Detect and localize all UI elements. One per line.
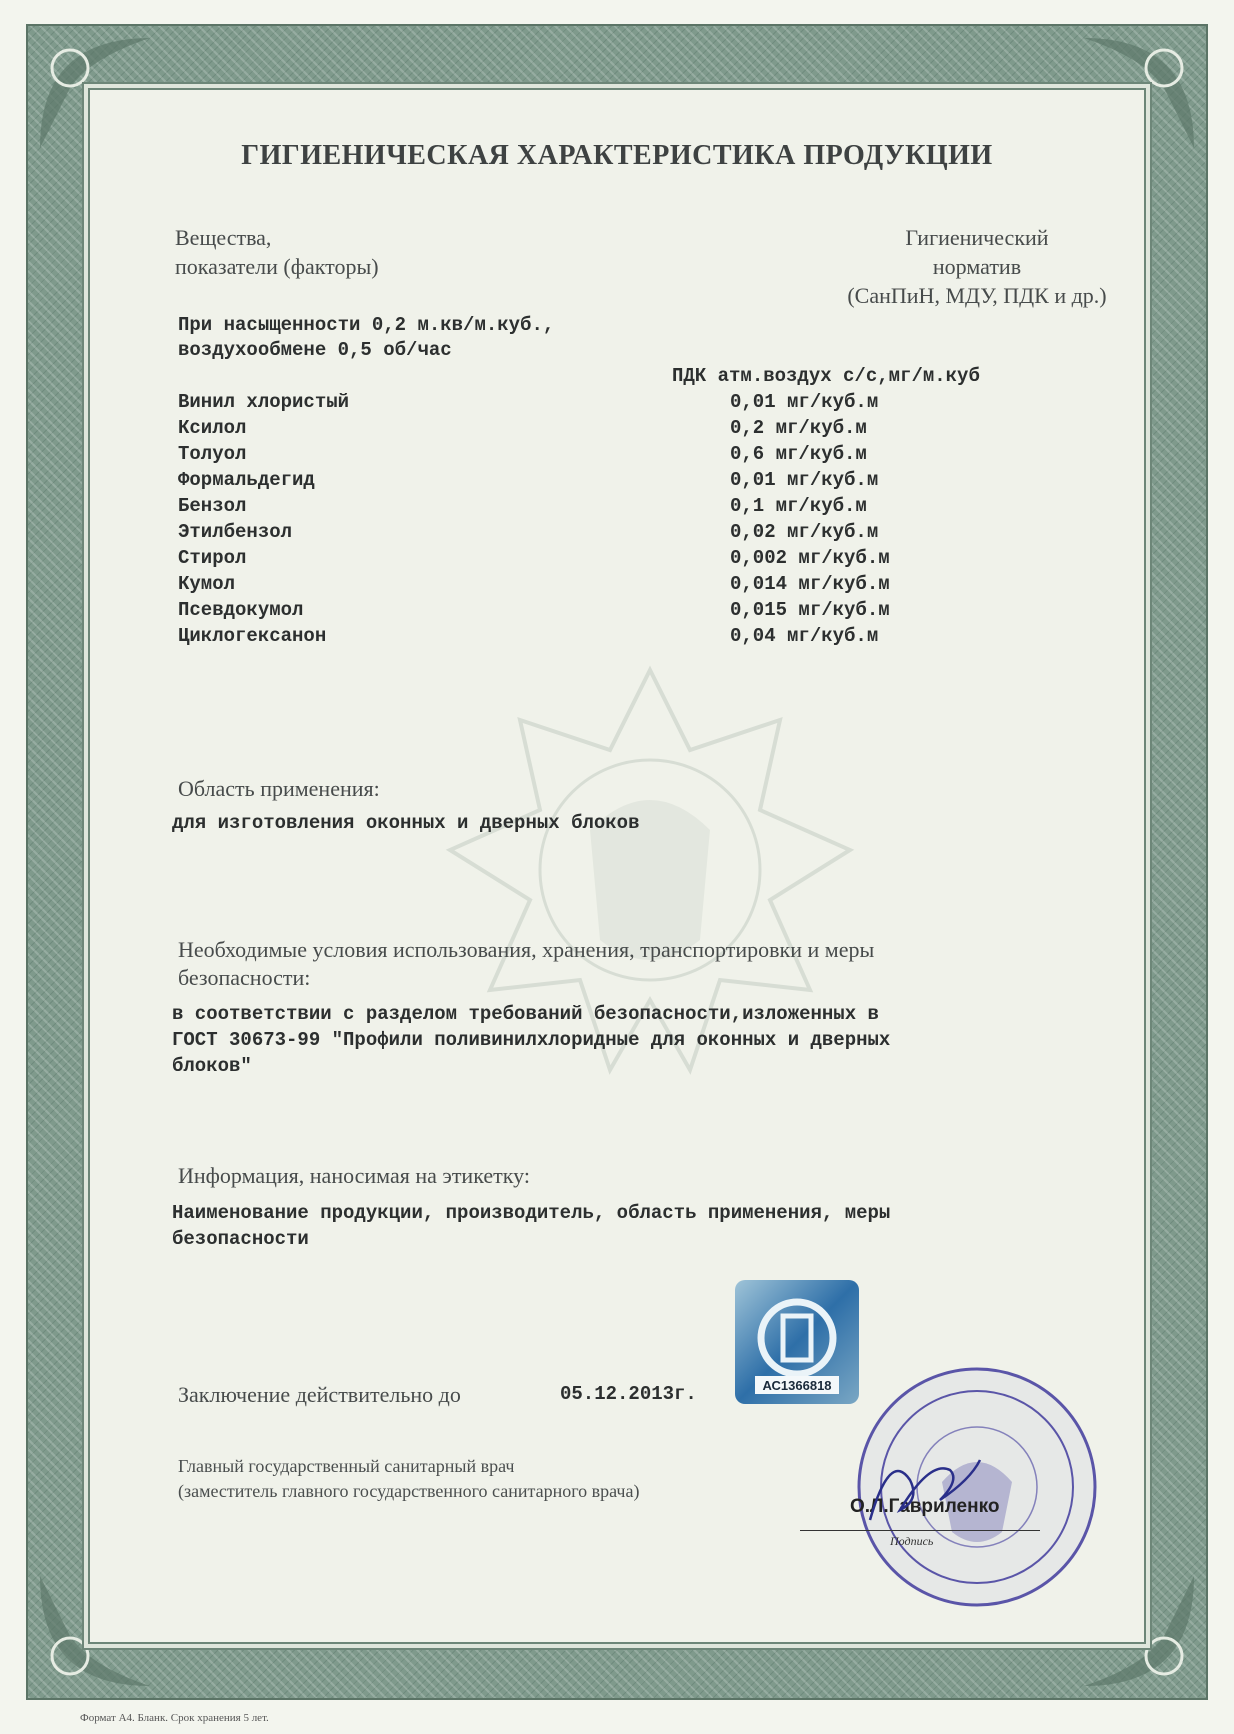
header-right-line1: Гигиенический <box>905 225 1049 250</box>
norm-header: ПДК атм.воздух с/с,мг/м.куб <box>672 365 980 387</box>
substance-name: Псевдокумол <box>178 599 304 621</box>
substance-value: 0,1 мг/куб.м <box>730 495 867 517</box>
substance-name: Циклогексанон <box>178 625 327 647</box>
substance-name: Винил хлористый <box>178 391 350 413</box>
substance-value: 0,02 мг/куб.м <box>730 521 879 543</box>
substance-value: 0,2 мг/куб.м <box>730 417 867 439</box>
substance-value: 0,6 мг/куб.м <box>730 443 867 465</box>
substance-name: Кумол <box>178 573 236 595</box>
conditions-line1: При насыщенности 0,2 м.кв/м.куб., <box>178 314 555 336</box>
signatory-title-line1: Главный государственный санитарный врач <box>178 1456 515 1476</box>
safety-label-line1: Необходимые условия использования, хранения, транспортировки и меры <box>178 937 875 962</box>
signature-caption: Подпись <box>890 1534 934 1548</box>
label-info-label: Информация, наносимая на этикетку: <box>178 1163 530 1188</box>
safety-value-line3: блоков" <box>172 1055 252 1077</box>
conditions-line2: воздухообмене 0,5 об/час <box>178 339 452 361</box>
substance-name: Этилбензол <box>178 521 293 543</box>
document-title: ГИГИЕНИЧЕСКАЯ ХАРАКТЕРИСТИКА ПРОДУКЦИИ <box>241 140 993 171</box>
substance-name: Толуол <box>178 443 247 465</box>
handwritten-signature <box>850 1440 990 1530</box>
footer-note: Формат А4. Бланк. Срок хранения 5 лет. <box>80 1712 269 1724</box>
application-value: для изготовления оконных и дверных блоков <box>172 812 640 834</box>
substance-name: Ксилол <box>178 417 247 439</box>
signatory-title-line2: (заместитель главного государственного санитарного врача) <box>178 1481 640 1501</box>
header-left-line2: показатели (факторы) <box>175 254 379 279</box>
safety-label-line2: безопасности: <box>178 965 311 990</box>
substance-name: Бензол <box>178 495 247 517</box>
header-left-line1: Вещества, <box>175 225 272 250</box>
substance-value: 0,015 мг/куб.м <box>730 599 890 621</box>
substance-value: 0,01 мг/куб.м <box>730 469 879 491</box>
substance-value: 0,04 мг/куб.м <box>730 625 879 647</box>
header-right-line3: (СанПиН, МДУ, ПДК и др.) <box>847 283 1107 308</box>
substance-name: Формальдегид <box>178 469 315 491</box>
application-label: Область применения: <box>178 776 380 801</box>
substance-value: 0,014 мг/куб.м <box>730 573 890 595</box>
safety-value-line2: ГОСТ 30673-99 "Профили поливинилхлоридные для оконных и дверных <box>172 1029 891 1051</box>
header-right-line2: норматив <box>932 254 1022 279</box>
substance-value: 0,002 мг/куб.м <box>730 547 890 569</box>
hologram-code: АС1366818 <box>762 1378 832 1393</box>
validity-date: 05.12.2013г. <box>560 1383 697 1405</box>
signature-line <box>800 1530 1040 1531</box>
substance-value: 0,01 мг/куб.м <box>730 391 879 413</box>
validity-label: Заключение действительно до <box>178 1382 461 1407</box>
label-info-line2: безопасности <box>172 1228 309 1250</box>
substance-name: Стирол <box>178 547 247 569</box>
label-info-line1: Наименование продукции, производитель, область применения, меры <box>172 1202 891 1224</box>
safety-value-line1: в соответствии с разделом требований безопасности,изложенных в <box>172 1003 879 1025</box>
hologram-seal <box>735 1280 859 1404</box>
signatory-name: О.Л.Гавриленко <box>850 1496 1000 1517</box>
